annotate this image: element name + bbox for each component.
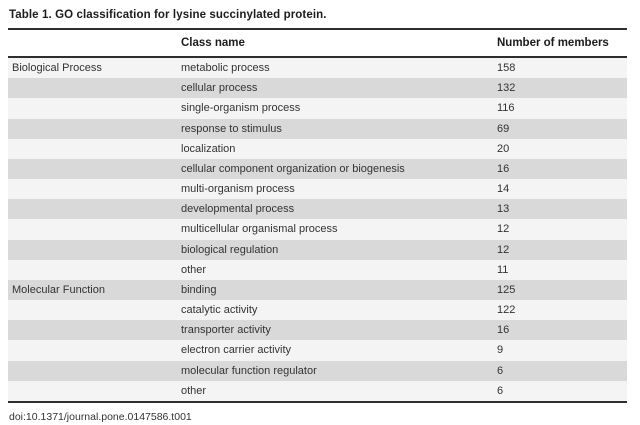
class-name-cell: molecular function regulator — [181, 364, 317, 377]
members-cell: 12 — [497, 243, 510, 256]
header-number-of-members: Number of members — [497, 37, 609, 49]
table-row — [8, 381, 627, 401]
go-classification-table — [8, 28, 627, 403]
class-name-cell: biological regulation — [181, 243, 279, 256]
members-cell: 116 — [497, 102, 515, 115]
class-name-cell: multicellular organismal process — [181, 223, 338, 236]
members-cell: 6 — [497, 384, 504, 397]
table-row — [8, 139, 627, 159]
members-cell: 125 — [497, 283, 516, 296]
members-cell: 13 — [497, 203, 510, 216]
table-body — [8, 58, 627, 401]
class-name-cell: localization — [181, 142, 236, 155]
table-header-row — [8, 30, 627, 58]
members-cell: 158 — [497, 62, 516, 75]
table-row — [8, 260, 627, 280]
members-cell: 69 — [497, 122, 510, 135]
doi-footer: doi:10.1371/journal.pone.0147586.t001 — [9, 411, 192, 423]
members-cell: 14 — [497, 183, 510, 196]
class-name-cell: transporter activity — [181, 324, 271, 337]
table-row — [8, 300, 627, 320]
table-row — [8, 340, 627, 360]
members-cell: 6 — [497, 364, 504, 377]
members-cell: 12 — [497, 223, 510, 236]
table-row — [8, 119, 627, 139]
members-cell: 16 — [497, 324, 510, 337]
members-cell: 9 — [497, 344, 504, 357]
members-cell: 16 — [497, 162, 510, 175]
class-name-cell: catalytic activity — [181, 304, 258, 317]
members-cell: 132 — [497, 82, 516, 95]
class-name-cell: other — [181, 384, 207, 397]
table-row — [8, 58, 627, 78]
class-name-cell: metabolic process — [181, 62, 270, 75]
table-row — [8, 98, 627, 118]
table-row — [8, 199, 627, 219]
class-name-cell: binding — [181, 283, 217, 296]
class-name-cell: multi-organism process — [181, 183, 295, 196]
table-row — [8, 280, 627, 300]
table-row — [8, 219, 627, 239]
table-row — [8, 179, 627, 199]
class-name-cell: response to stimulus — [181, 122, 282, 135]
members-cell: 20 — [497, 142, 510, 155]
members-cell: 11 — [497, 263, 509, 276]
header-class-name: Class name — [181, 37, 245, 49]
table-row — [8, 320, 627, 340]
category-cell: Biological Process — [12, 62, 102, 75]
table-row — [8, 78, 627, 98]
category-cell: Molecular Function — [12, 283, 105, 296]
class-name-cell: electron carrier activity — [181, 344, 292, 357]
class-name-cell: single-organism process — [181, 102, 301, 115]
members-cell: 122 — [497, 304, 516, 317]
table-caption: Table 1. GO classification for lysine succinylated protein. — [9, 9, 327, 21]
class-name-cell: developmental process — [181, 203, 295, 216]
table-row — [8, 159, 627, 179]
table-row — [8, 361, 627, 381]
class-name-cell: other — [181, 263, 207, 276]
table-row — [8, 240, 627, 260]
class-name-cell: cellular component organization or biogenesis — [181, 162, 405, 175]
class-name-cell: cellular process — [181, 82, 258, 95]
